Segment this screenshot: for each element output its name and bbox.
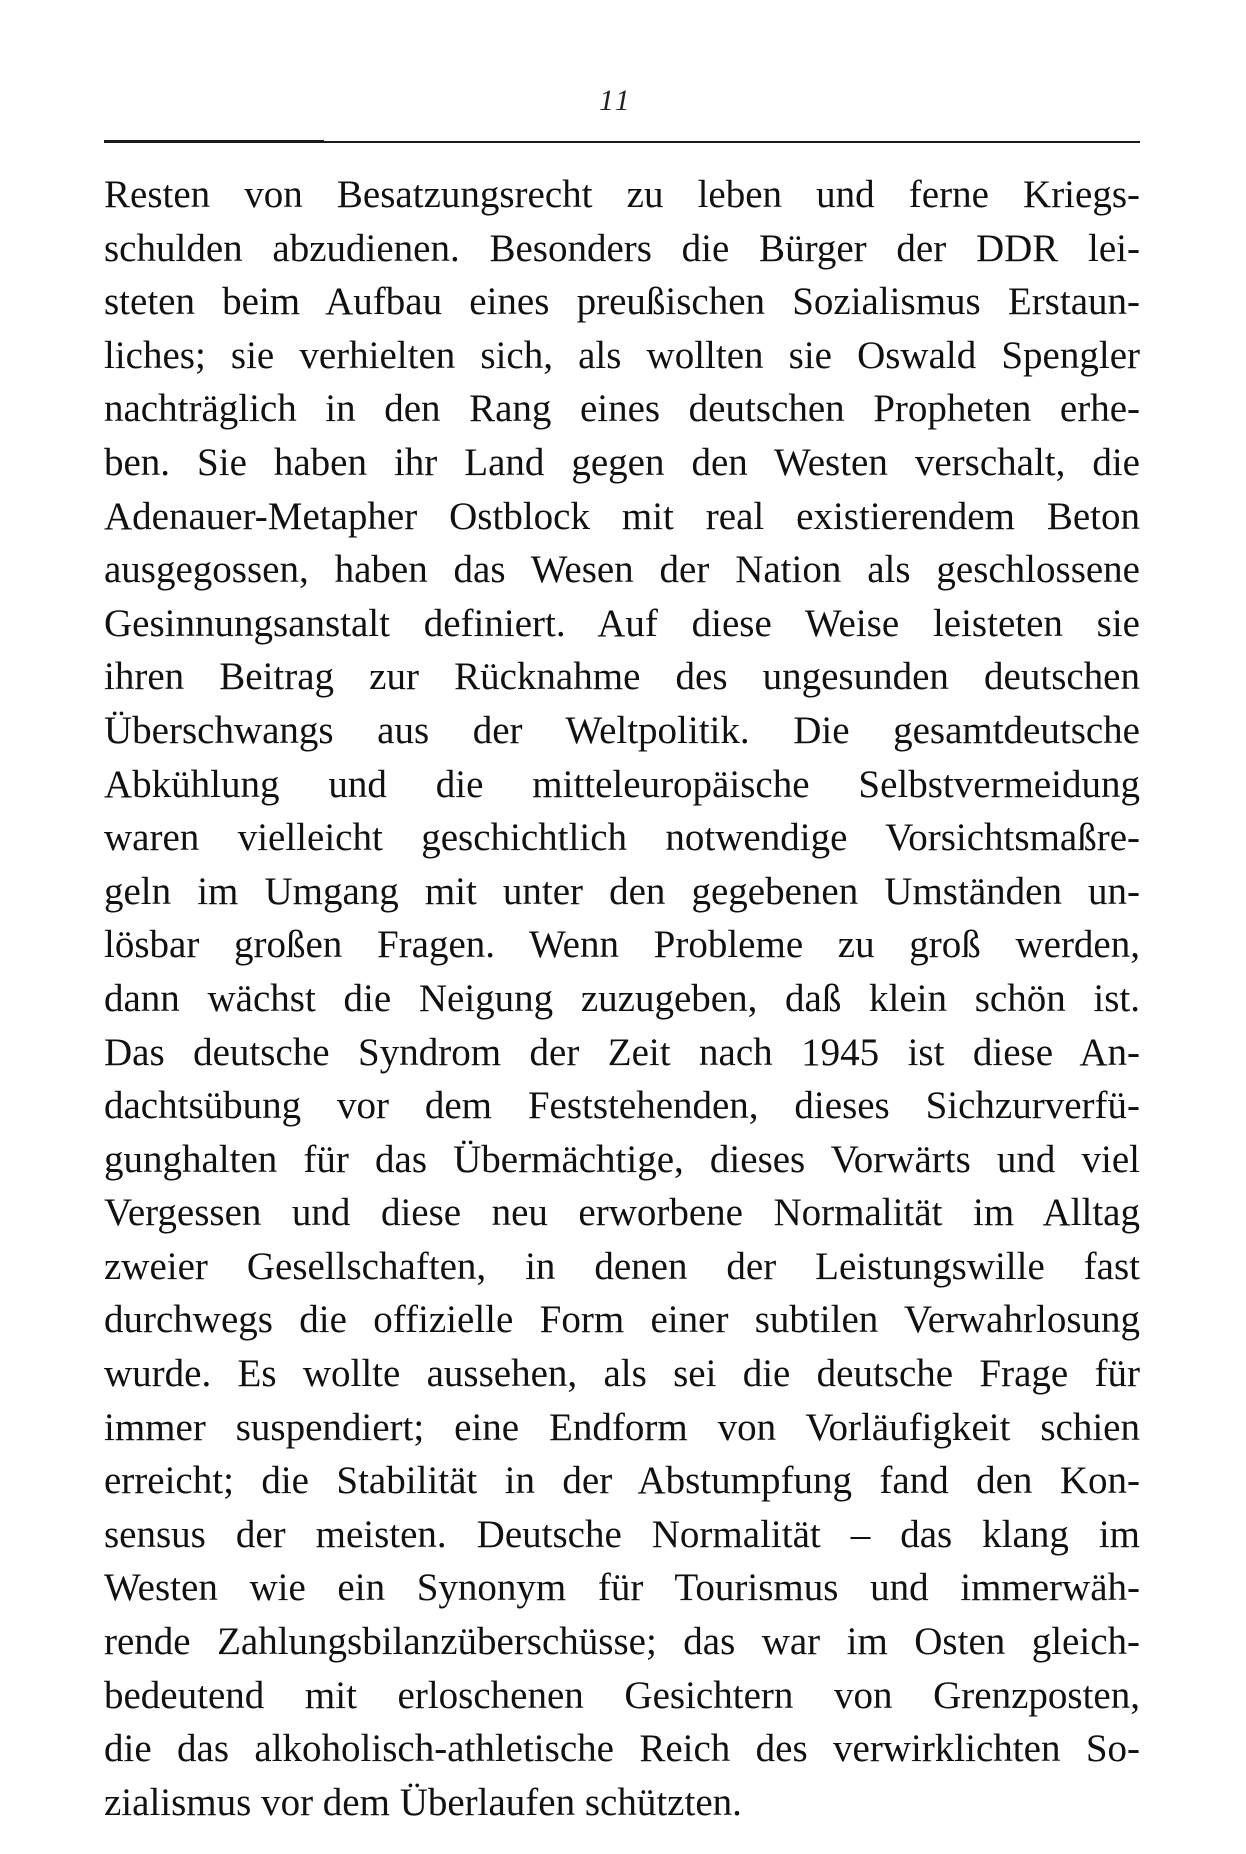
text-line: Gesinnungsanstalt definiert. Auf diese Weise leisteten sie: [104, 601, 1140, 645]
text-line: ben. Sie haben ihr Land gegen den Westen verschalt, die: [104, 440, 1140, 484]
header-rule-accent: [104, 140, 324, 143]
text-line: Adenauer-Metapher Ostblock mit real existierendem Beton: [104, 494, 1140, 538]
text-line: steten beim Aufbau eines preußischen Sozialismus Erstaun-: [104, 280, 1140, 324]
text-line: ihren Beitrag zur Rücknahme des ungesunden deutschen: [104, 655, 1140, 699]
text-line: erreicht; die Stabilität in der Abstumpfung fand den Kon-: [104, 1459, 1140, 1503]
text-line: waren vielleicht geschichtlich notwendige Vorsichtsmaßre-: [104, 816, 1140, 860]
text-line: wurde. Es wollte aussehen, als sei die deutsche Frage für: [104, 1352, 1140, 1396]
text-line: dann wächst die Neigung zuzugeben, daß klein schön ist.: [104, 976, 1140, 1020]
text-line: die das alkoholisch-athletische Reich des verwirklichten So-: [104, 1727, 1140, 1771]
text-line: immer suspendiert; eine Endform von Vorläufigkeit schien: [104, 1405, 1140, 1449]
text-line: lösbar großen Fragen. Wenn Probleme zu groß werden,: [104, 923, 1140, 967]
body-text: [104, 168, 1140, 1829]
text-line: bedeutend mit erloschenen Gesichtern von Grenzposten,: [104, 1673, 1140, 1717]
text-line: zialismus vor dem Überlaufen schützten.: [104, 1780, 742, 1824]
text-line: durchwegs die offizielle Form einer subtilen Verwahrlosung: [104, 1298, 1140, 1342]
text-line: ausgegossen, haben das Wesen der Nation als geschlossene: [104, 548, 1140, 592]
text-line: Vergessen und diese neu erworbene Normalität im Alltag: [104, 1191, 1140, 1235]
text-line: rende Zahlungsbilanzüberschüsse; das war im Osten gleich-: [104, 1620, 1140, 1664]
text-line: nachträglich in den Rang eines deutschen Propheten erhe-: [104, 387, 1140, 431]
text-line: Westen wie ein Synonym für Tourismus und immerwäh-: [104, 1566, 1140, 1610]
text-line: zweier Gesellschaften, in denen der Leistungswille fast: [104, 1244, 1140, 1288]
text-line: Abkühlung und die mitteleuropäische Selbstvermeidung: [104, 762, 1140, 806]
text-line: liches; sie verhielten sich, als wollten sie Oswald Spengler: [104, 333, 1140, 377]
text-line: sensus der meisten. Deutsche Normalität – das klang im: [104, 1512, 1140, 1556]
page-number: 11: [599, 84, 633, 117]
text-line: schulden abzudienen. Besonders die Bürger der DDR lei-: [104, 226, 1140, 270]
text-line: geln im Umgang mit unter den gegebenen Umständen un-: [104, 869, 1140, 913]
text-line: gunghalten für das Übermächtige, dieses Vorwärts und viel: [104, 1137, 1140, 1181]
text-line: Überschwangs aus der Weltpolitik. Die gesamtdeutsche: [104, 708, 1140, 752]
text-line: Das deutsche Syndrom der Zeit nach 1945 ist diese An-: [104, 1030, 1140, 1074]
text-line: dachtsübung vor dem Feststehenden, dieses Sichzurverfü-: [104, 1084, 1140, 1128]
text-line: Resten von Besatzungsrecht zu leben und ferne Kriegs-: [104, 173, 1140, 216]
